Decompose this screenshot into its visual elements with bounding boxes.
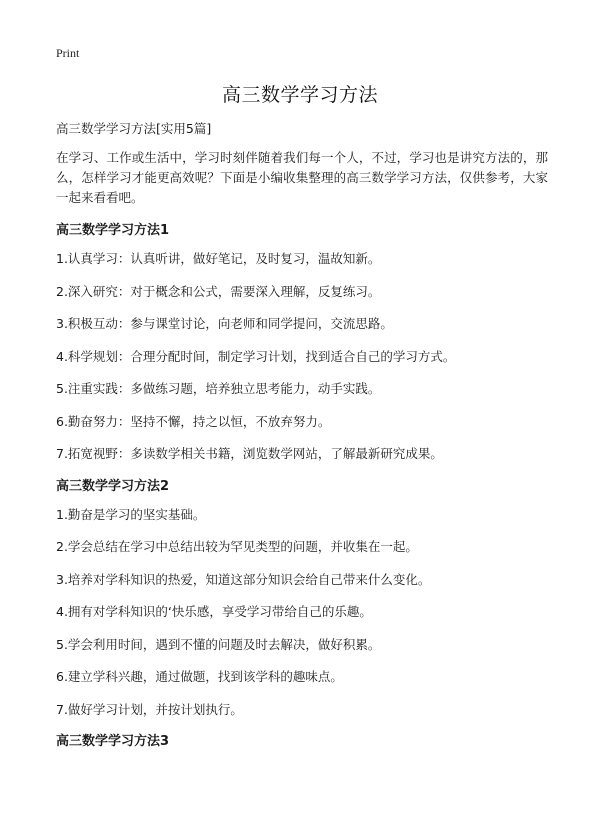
section-1 bbox=[56, 222, 548, 463]
section-2 bbox=[56, 478, 548, 719]
print-label: Print bbox=[56, 46, 80, 60]
intro-paragraph: 在学习、工作或生活中，学习时刻伴随着我们每一个人，不过，学习也是讲究方法的，那么，怎样学习才能更高效呢？下面是小编收集整理的高三数学学习方法，仅供参考，大家一起来看看吧。 bbox=[56, 150, 548, 205]
list-item: 7.拓宽视野：多读数学相关书籍，浏览数学网站，了解最新研究成果。 bbox=[56, 446, 443, 461]
list-item: 4.科学规划：合理分配时间，制定学习计划，找到适合自己的学习方式。 bbox=[56, 348, 456, 364]
list-item: 2.学会总结在学习中总结出较为罕见类型的问题，并收集在一起。 bbox=[56, 539, 418, 554]
section-heading: 高三数学学习方法3 bbox=[56, 734, 170, 749]
document-body bbox=[56, 120, 548, 761]
section-heading: 高三数学学习方法1 bbox=[56, 223, 170, 238]
page-title: 高三数学学习方法 bbox=[221, 84, 378, 106]
section-3 bbox=[56, 733, 548, 751]
list-item: 2.深入研究：对于概念和公式，需要深入理解，反复练习。 bbox=[56, 283, 381, 299]
document-subtitle: 高三数学学习方法[实用5篇] bbox=[56, 121, 212, 136]
list-item: 3.积极互动：参与课堂讨论，向老师和同学提问，交流思路。 bbox=[56, 316, 393, 331]
list-item: 6.勤奋努力：坚持不懈，持之以恒，不放弃努力。 bbox=[56, 413, 331, 429]
list-item: 1.勤奋是学习的坚实基础。 bbox=[56, 506, 206, 522]
section-heading: 高三数学学习方法2 bbox=[56, 478, 170, 494]
list-item: 6.建立学科兴趣，通过做题，找到该学科的趣味点。 bbox=[56, 669, 343, 684]
list-item: 3.培养对学科知识的热爱，知道这部分知识会给自己带来什么变化。 bbox=[56, 571, 431, 587]
list-item: 7.做好学习计划，并按计划执行。 bbox=[56, 701, 243, 717]
list-item: 4.拥有对学科知识的‘快乐感，享受学习带给自己的乐趣。 bbox=[56, 604, 372, 619]
list-item: 5.学会利用时间，遇到不懂的问题及时去解决，做好积累。 bbox=[56, 636, 381, 652]
list-item: 5.注重实践：多做练习题，培养独立思考能力，动手实践。 bbox=[56, 381, 381, 396]
list-item: 1.认真学习：认真听讲，做好笔记，及时复习，温故知新。 bbox=[56, 251, 381, 266]
